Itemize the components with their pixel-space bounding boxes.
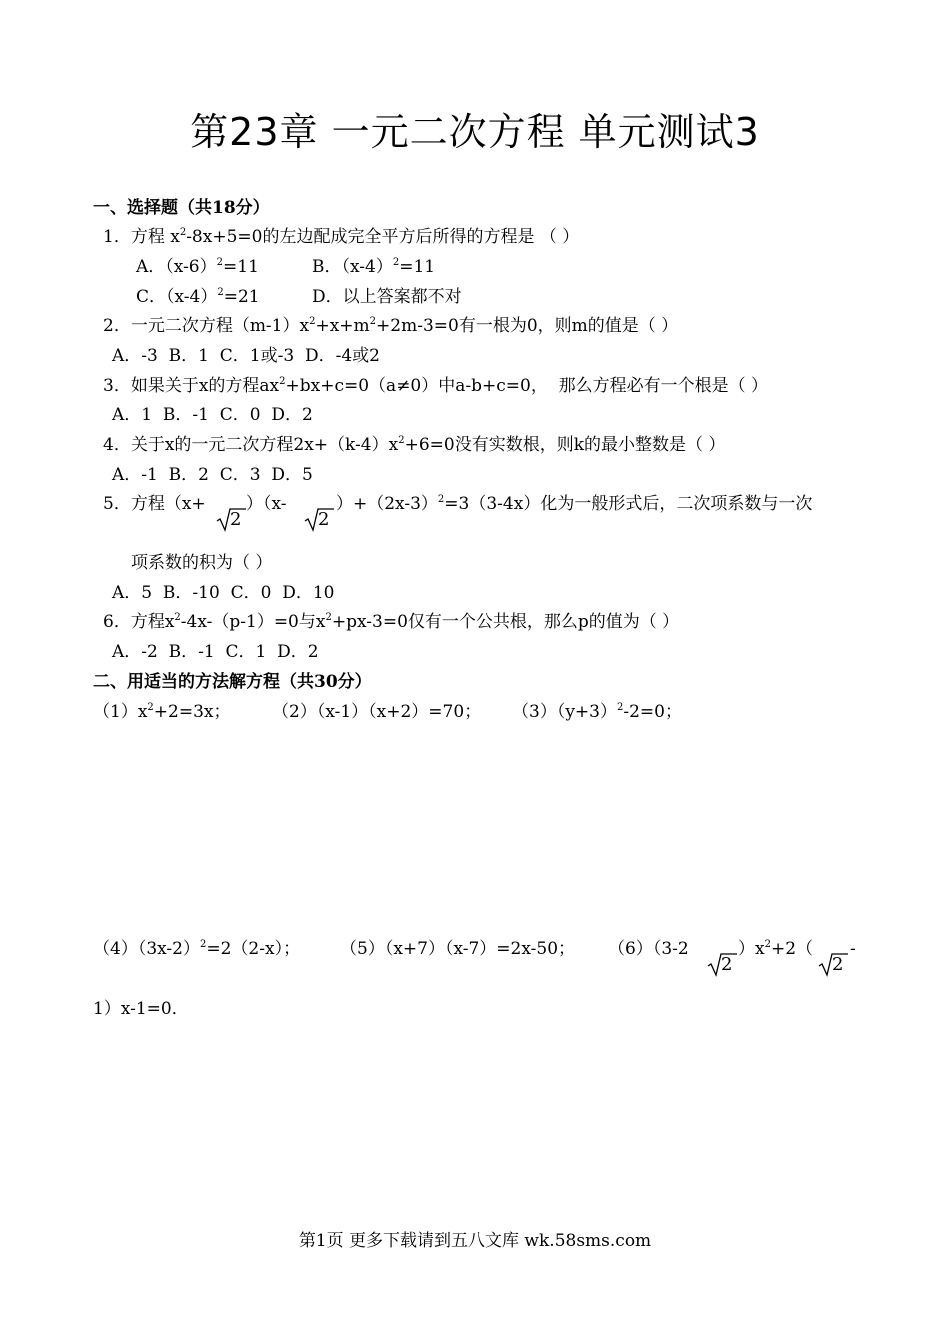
- page-footer: 第1页 更多下载请到五八文库 wk.58sms.com: [298, 1231, 652, 1251]
- question-6-options: A．-2 B．-1 C．1 D．2: [112, 642, 319, 662]
- section-heading-choice: 一、选择题（共18分）: [93, 198, 270, 218]
- question-5-stem-part-1: 5．方程（x+: [103, 494, 206, 514]
- sqrt-icon: 2: [304, 507, 334, 533]
- question-4-options: A．-1 B．2 C．3 D．5: [112, 465, 313, 485]
- question-3-options: A．1 B．-1 C．0 D．2: [112, 405, 313, 425]
- problem-6-part-2: ）$x^2+2$（: [738, 939, 814, 959]
- problem-6-part-3: -: [850, 939, 856, 959]
- sqrt-icon: 2: [707, 952, 737, 978]
- problem-1: $(1)x^2+2=3x$；: [93, 702, 231, 722]
- problem-6-part-1: （6）（3-2: [608, 939, 689, 959]
- section-heading-solve: 二、用适当的方法解方程（共30分）: [93, 672, 372, 692]
- question-4-stem: 4．关于x的一元二次方程$2x+(k-4)x^2+6=0$没有实数根，则k的最小整数是（ ）: [103, 435, 726, 455]
- question-5-stem-part-3: ）$+(2x-3)^2=3(3-4x)$化为一般形式后，二次项系数与一次: [336, 494, 813, 514]
- sqrt-icon: 2: [216, 507, 246, 533]
- question-1-option-c: C．$(x-4)^2=21$: [136, 287, 260, 307]
- question-5-options: A．5 B．-10 C．0 D．10: [112, 583, 335, 603]
- question-3-stem: 3．如果关于x的方程$ax^2+bx+c=0(a\ne 0)$中a-b+c=0， 那么方程必有一个根是（ ）: [103, 376, 769, 396]
- page-title: 第23章 一元二次方程 单元测试3: [190, 110, 760, 154]
- question-1-option-d: D．以上答案都不对: [312, 287, 462, 307]
- question-2-options: A．-3 B．1 C．1或-3 D．-4或2: [112, 346, 380, 366]
- problem-2: （2）（x-1）（x+2）=70；: [272, 702, 482, 722]
- problem-5: （5）（x+7）（x-7）=2x-50；: [340, 939, 576, 959]
- problem-4: $(4)(3x-2)^2=2(2-x)$；: [93, 939, 301, 959]
- question-1-option-b: B．$(x-4)^2=11$: [312, 257, 436, 277]
- question-6-stem: 6．方程$x^2-4x-(p-1)=0$与$x^2+px-3=0$仅有一个公共根，那么p的值为（ ）: [103, 612, 680, 632]
- problem-6-continued: 1）x-1=0．: [93, 999, 189, 1019]
- question-2-stem: 2．一元二次方程$(m-1)x^2+x+m^2+2m-3=0$有一根为0，则m的值是（ ）: [103, 316, 679, 336]
- sqrt-icon: 2: [818, 952, 848, 978]
- question-5-stem-continued: 项系数的积为（ ）: [131, 553, 273, 573]
- question-5-stem-part-2: ）（x-: [246, 494, 287, 514]
- problem-3: $(3)(y+3)^2-2=0$；: [512, 702, 682, 722]
- question-1-option-a: A．$(x-6)^2=11$: [136, 257, 259, 277]
- question-1-stem: 1．方程 $x^2-8x+5=0$的左边配成完全平方后所得的方程是 （ ）: [103, 227, 580, 247]
